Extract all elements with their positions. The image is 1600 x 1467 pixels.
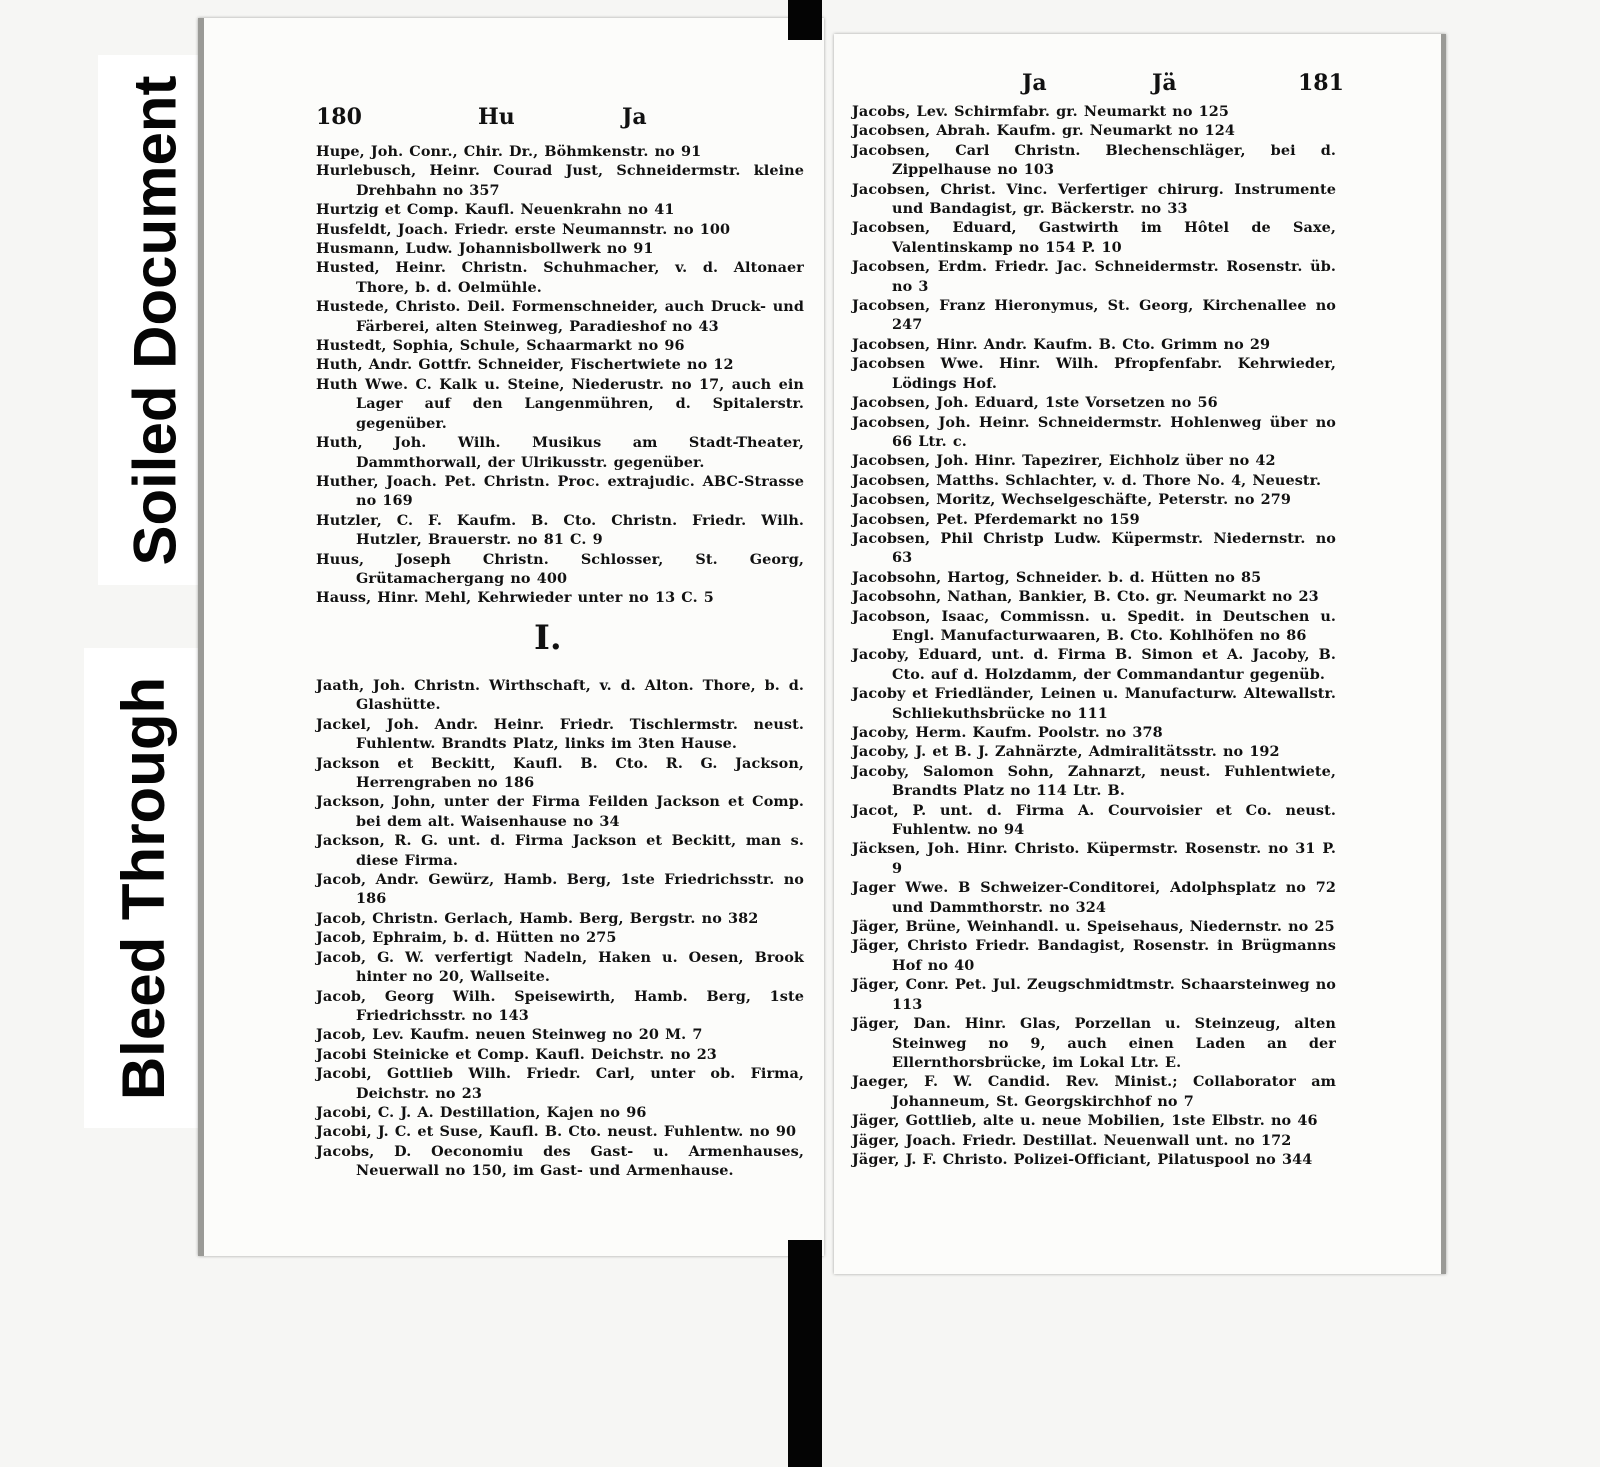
directory-entry: Jacoby, Herm. Kaufm. Poolstr. no 378 (852, 724, 1163, 741)
directory-entry: Jacobsen, Pet. Pferdemarkt no 159 (852, 510, 1140, 528)
directory-entry: Jacobsen, Matths. Schlachter, v. d. Thore No. 4, Neuestr. (852, 471, 1322, 489)
directory-entry: Jacobsohn, Hartog, Schneider. b. d. Hütten no 85 (852, 568, 1262, 586)
directory-entry: Jacobi Steinicke et Comp. Kaufl. Deichstr. no 23 (316, 1045, 717, 1063)
left-entries-list-b (316, 676, 804, 1181)
directory-entry: Jacobsen, Phil Christp Ludw. Küpermstr. Niedernstr. no 63 (852, 529, 1336, 567)
directory-entry: Jacobsen, Christ. Vinc. Verfertiger chirurg. Instrumente und Bandagist, gr. Bäckerstr. no 33 (852, 180, 1336, 218)
directory-entry: Jacobsohn, Nathan, Bankier, B. Cto. gr. Neumarkt no 23 (852, 588, 1319, 606)
directory-entry: Hurlebusch, Heinr. Courad Just, Schneidermstr. kleine Drehbahn no 357 (316, 162, 804, 199)
directory-entry: Hutzler, C. F. Kaufm. B. Cto. Christn. Friedr. Wilh. Hutzler, Brauerstr. no 81 C. 9 (316, 511, 804, 549)
directory-entry: Jacobsen, Eduard, Gastwirth im Hôtel de Saxe, Valentinskamp no 154 P. 10 (852, 219, 1336, 256)
directory-entry: Jacobsen, Moritz, Wechselgeschäfte, Peterstr. no 279 (852, 491, 1292, 509)
directory-entry: Jäger, Christo Friedr. Bandagist, Rosenstr. in Brügmanns Hof no 40 (852, 937, 1336, 974)
directory-entry: Jacoby, Salomon Sohn, Zahnarzt, neust. Fuhlentwiete, Brandts Platz no 114 Ltr. B. (852, 762, 1336, 800)
directory-entry: Jackson, R. G. unt. d. Firma Jackson et Beckitt, man s. diese Firma. (316, 832, 804, 869)
left-page-number: 180 (316, 104, 362, 130)
left-header-left: Hu (478, 104, 515, 130)
directory-entry: Jacobsen, Hinr. Andr. Kaufm. B. Cto. Grimm no 29 (852, 335, 1271, 353)
directory-entry: Husted, Heinr. Christn. Schuhmacher, v. d. Altonaer Thore, b. d. Oelmühle. (316, 259, 804, 296)
directory-entry: Huth Wwe. C. Kalk u. Steine, Niederustr. no 17, auch ein Lager auf den Langenmühren, d. Spitalerstr. gegenüber. (316, 375, 804, 432)
directory-entry: Jaath, Joh. Christn. Wirthschaft, v. d. Alton. Thore, b. d. Glashütte. (316, 677, 804, 714)
directory-entry: Husmann, Ludw. Johannisbollwerk no 91 (316, 240, 654, 258)
directory-entry: Jackson et Beckitt, Kaufl. B. Cto. R. G. Jackson, Herrengraben no 186 (316, 754, 804, 792)
soiled-document-label (98, 55, 213, 585)
right-header-left: Ja (1022, 70, 1047, 96)
directory-entry: Jacob, Christn. Gerlach, Hamb. Berg, Bergstr. no 382 (316, 909, 759, 927)
bleed-through-label (84, 648, 204, 1128)
directory-entry: Jacob, Lev. Kaufm. neuen Steinweg no 20 M. 7 (316, 1026, 703, 1044)
directory-entry: Huth, Andr. Gottfr. Schneider, Fischertwiete no 12 (316, 356, 734, 374)
right-header-right: Jä (1152, 70, 1177, 96)
left-page (198, 18, 824, 1256)
directory-entry: Jacobsen, Abrah. Kaufm. gr. Neumarkt no 124 (852, 122, 1235, 140)
directory-entry: Hustedt, Sophia, Schule, Schaarmarkt no 96 (316, 337, 685, 355)
directory-entry: Jacobsen Wwe. Hinr. Wilh. Pfropfenfabr. Kehrwieder, Lödings Hof. (852, 355, 1336, 392)
binding-strip-bottom (788, 1240, 822, 1467)
directory-entry: Huus, Joseph Christn. Schlosser, St. Georg, Grütamachergang no 400 (316, 550, 804, 587)
directory-entry: Jäger, Brüne, Weinhandl. u. Speisehaus, Niedernstr. no 25 (852, 918, 1335, 936)
directory-entry: Jacoby et Friedländer, Leinen u. Manufacturw. Altewallstr. Schliekuthsbrücke no 111 (852, 685, 1336, 722)
directory-entry: Jacobsen, Joh. Hinr. Tapezirer, Eichholz über no 42 (852, 452, 1276, 470)
directory-entry: Jacot, P. unt. d. Firma A. Courvoisier et Co. neust. Fuhlentw. no 94 (852, 801, 1336, 839)
directory-entry: Hurtzig et Comp. Kaufl. Neuenkrahn no 41 (316, 201, 675, 219)
directory-entry: Jacob, Ephraim, b. d. Hütten no 275 (316, 929, 617, 947)
directory-entry: Jacob, Georg Wilh. Speisewirth, Hamb. Berg, 1ste Friedrichsstr. no 143 (316, 987, 804, 1024)
directory-entry: Jacob, G. W. verfertigt Nadeln, Haken u. Oesen, Brook hinter no 20, Wallseite. (316, 948, 804, 986)
directory-entry: Jäger, Joach. Friedr. Destillat. Neuenwall unt. no 172 (852, 1131, 1292, 1149)
section-letter: I. (534, 618, 562, 658)
right-page (834, 34, 1446, 1274)
directory-entry: Jacobsen, Joh. Heinr. Schneidermstr. Hohlenweg über no 66 Ltr. c. (852, 413, 1336, 450)
bleed-through-text: Bleed Through (110, 676, 178, 1100)
directory-entry: Jackson, John, unter der Firma Feilden Jackson et Comp. bei dem alt. Waisenhause no 34 (316, 793, 804, 830)
directory-entry: Jacobsen, Joh. Eduard, 1ste Vorsetzen no 56 (852, 394, 1218, 412)
directory-entry: Hauss, Hinr. Mehl, Kehrwieder unter no 13 C. 5 (316, 589, 714, 607)
soiled-document-text: Soiled Document (122, 74, 189, 566)
directory-entry: Jacobsen, Carl Christn. Blechenschläger, bei d. Zippelhause no 103 (852, 141, 1336, 179)
directory-entry: Huth, Joh. Wilh. Musikus am Stadt-Theater, Dammthorwall, der Ulrikusstr. gegenüber. (316, 434, 804, 471)
directory-entry: Jacobson, Isaac, Commissn. u. Spedit. in Deutschen u. Engl. Manufacturwaaren, B. Cto. Kohlhöfen no 86 (852, 607, 1336, 644)
directory-entry: Jäger, Conr. Pet. Jul. Zeugschmidtmstr. Schaarsteinweg no 113 (852, 976, 1336, 1013)
directory-entry: Jacobi, Gottlieb Wilh. Friedr. Carl, unter ob. Firma, Deichstr. no 23 (316, 1065, 804, 1102)
directory-entry: Jäcksen, Joh. Hinr. Christo. Küpermstr. Rosenstr. no 31 P. 9 (852, 840, 1336, 877)
directory-entry: Jacob, Andr. Gewürz, Hamb. Berg, 1ste Friedrichsstr. no 186 (316, 871, 804, 908)
directory-entry: Jäger, Gottlieb, alte u. neue Mobilien, 1ste Elbstr. no 46 (852, 1112, 1318, 1130)
directory-entry: Jacoby, J. et B. J. Zahnärzte, Admiralitätsstr. no 192 (852, 743, 1280, 761)
directory-entry: Jacobs, Lev. Schirmfabr. gr. Neumarkt no 125 (852, 103, 1230, 120)
left-header-right: Ja (622, 104, 647, 130)
directory-entry: Jager Wwe. B Schweizer-Conditorei, Adolphsplatz no 72 und Dammthorstr. no 324 (852, 879, 1336, 916)
right-entries-list (852, 102, 1336, 1169)
directory-entry: Huther, Joach. Pet. Christn. Proc. extrajudic. ABC-Strasse no 169 (316, 472, 804, 510)
directory-entry: Hustede, Christo. Deil. Formenschneider, auch Druck- und Färberei, alten Steinweg, Paradieshof no 43 (316, 298, 804, 335)
directory-entry: Hupe, Joh. Conr., Chir. Dr., Böhmkenstr. no 91 (316, 143, 702, 160)
directory-entry: Jacobsen, Erdm. Friedr. Jac. Schneidermstr. Rosenstr. üb. no 3 (852, 258, 1336, 295)
directory-entry: Jacobi, C. J. A. Destillation, Kajen no 96 (316, 1103, 647, 1121)
right-page-number: 181 (1298, 70, 1344, 96)
directory-entry: Jacobs, D. Oeconomiu des Gast- u. Armenhauses, Neuerwall no 150, im Gast- und Armenhause. (316, 1142, 804, 1180)
directory-entry: Jacobi, J. C. et Suse, Kaufl. B. Cto. neust. Fuhlentw. no 90 (316, 1123, 797, 1141)
directory-entry: Husfeldt, Joach. Friedr. erste Neumannstr. no 100 (316, 220, 731, 238)
left-entries-list (316, 142, 804, 608)
directory-entry: Jacoby, Eduard, unt. d. Firma B. Simon et A. Jacoby, B. Cto. auf d. Holzdamm, der Commandantur gegenüb. (852, 646, 1336, 683)
directory-entry: Jackel, Joh. Andr. Heinr. Friedr. Tischlermstr. neust. Fuhlentw. Brandts Platz, links im 3ten Hause. (316, 715, 804, 753)
binding-strip-top (788, 0, 822, 40)
directory-entry: Jaeger, F. W. Candid. Rev. Minist.; Collaborator am Johanneum, St. Georgskirchhof no 7 (852, 1073, 1336, 1110)
directory-entry: Jäger, J. F. Christo. Polizei-Officiant, Pilatuspool no 344 (852, 1150, 1313, 1168)
directory-entry: Jäger, Dan. Hinr. Glas, Porzellan u. Steinzeug, alten Steinweg no 9, auch einen Laden an der Ellernthorsbrücke, im Lokal Ltr. E. (852, 1015, 1336, 1071)
directory-entry: Jacobsen, Franz Hieronymus, St. Georg, Kirchenallee no 247 (852, 297, 1336, 334)
